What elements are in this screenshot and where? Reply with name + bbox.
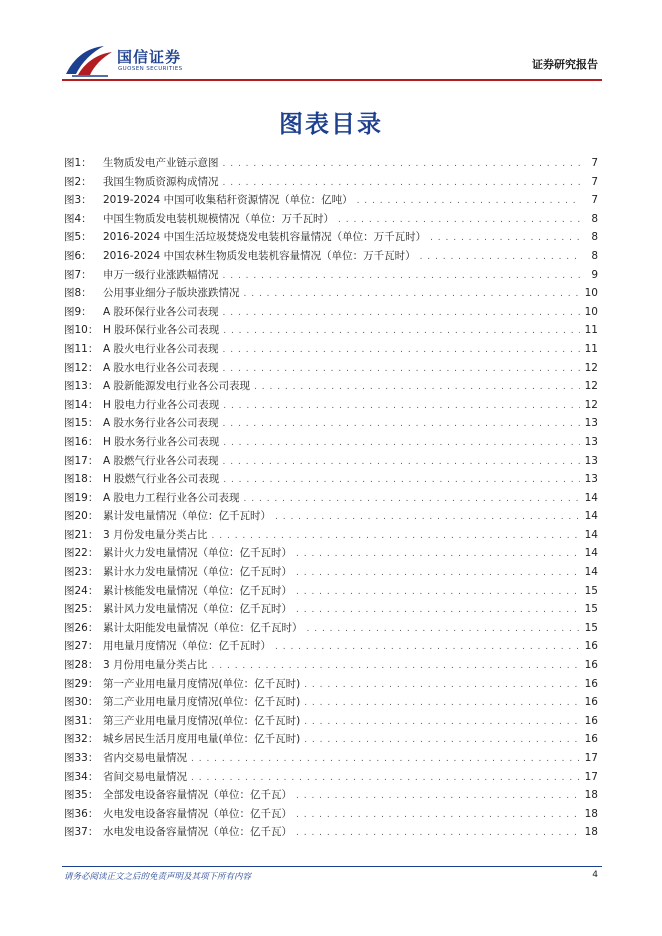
toc-leader-dots xyxy=(338,215,580,225)
header-divider xyxy=(62,79,602,81)
toc-entry[interactable] xyxy=(64,155,598,174)
toc-entry-page: 13 xyxy=(584,473,598,486)
toc-leader-dots xyxy=(244,494,580,504)
toc-entry-number: 图8： xyxy=(64,287,92,300)
toc-leader-dots xyxy=(223,364,580,374)
toc-entry-title: A 股电力工程行业各公司表现 xyxy=(103,491,240,504)
toc-entry-number: 图37： xyxy=(64,826,99,839)
toc-entry[interactable] xyxy=(64,471,598,490)
toc-entry-number: 图31： xyxy=(64,714,99,727)
toc-leader-dots xyxy=(244,289,581,299)
toc-leader-dots xyxy=(223,475,580,485)
toc-entry[interactable] xyxy=(64,583,598,602)
toc-entry-title: A 股新能源发电行业各公司表现 xyxy=(103,380,251,393)
toc-leader-dots xyxy=(420,252,580,262)
toc-entry-title: 累计火力发电量情况（单位：亿千瓦时） xyxy=(103,547,292,560)
toc-entry-page: 13 xyxy=(584,417,598,430)
toc-entry-number: 图19： xyxy=(64,491,99,504)
toc-entry[interactable] xyxy=(64,322,598,341)
toc-entry-page: 15 xyxy=(584,621,598,634)
toc-entry[interactable] xyxy=(64,676,598,695)
toc-leader-dots xyxy=(223,178,581,188)
toc-entry-number: 图33： xyxy=(64,752,99,764)
toc-leader-dots xyxy=(223,438,580,448)
toc-entry-number: 图20： xyxy=(64,510,99,523)
toc-entry-number: 图27： xyxy=(64,640,99,653)
toc-entry-title: 用电量月度情况（单位：亿千瓦时） xyxy=(103,640,271,653)
toc-leader-dots xyxy=(304,698,580,708)
toc-entry[interactable] xyxy=(64,490,598,509)
toc-entry-page: 15 xyxy=(584,603,598,616)
toc-entry-number: 图32： xyxy=(64,733,99,746)
toc-entry-page: 14 xyxy=(584,491,598,504)
toc-entry[interactable] xyxy=(64,508,598,527)
toc-entry[interactable] xyxy=(64,192,598,211)
toc-leader-dots xyxy=(191,773,580,783)
toc-entry[interactable] xyxy=(64,415,598,434)
toc-entry-title: 2016-2024 中国生活垃圾焚烧发电装机容量情况（单位：万千瓦时） xyxy=(103,231,427,244)
toc-leader-dots xyxy=(296,810,580,820)
guosen-logo xyxy=(64,44,184,78)
toc-leader-dots xyxy=(223,271,581,281)
toc-entry-page: 18 xyxy=(584,826,598,839)
toc-leader-dots xyxy=(275,512,580,522)
toc-entry-number: 图15： xyxy=(64,417,99,430)
toc-entry-number: 图21： xyxy=(64,528,99,541)
toc-entry[interactable] xyxy=(64,378,598,397)
toc-entry-number: 图3： xyxy=(64,194,92,207)
toc-entry-number: 图11： xyxy=(64,342,99,355)
toc-entry-title: 申万一级行业涨跌幅情况 xyxy=(103,268,219,281)
toc-entry-title: 2016-2024 中国农林生物质发电装机容量情况（单位：万千瓦时） xyxy=(103,249,416,262)
toc-entry-title: 累计核能发电量情况（单位：亿千瓦时） xyxy=(103,584,292,597)
toc-leader-dots xyxy=(212,661,580,671)
toc-entry-page: 17 xyxy=(584,770,598,783)
toc-entry-title: A 股水电行业各公司表现 xyxy=(103,361,219,374)
toc-entry-title: H 股电力行业各公司表现 xyxy=(103,398,220,411)
toc-leader-dots xyxy=(304,717,580,727)
toc-entry-title: 城乡居民生活月度用电量(单位：亿千瓦时) xyxy=(103,733,301,746)
toc-entry-page: 14 xyxy=(584,566,598,579)
toc-entry[interactable] xyxy=(64,620,598,639)
toc-entry-page: 18 xyxy=(584,789,598,802)
toc-entry-number: 图4： xyxy=(64,212,92,225)
toc-entry-title: 累计水力发电量情况（单位：亿千瓦时） xyxy=(103,566,292,579)
toc-entry-title: 累计太阳能发电量情况（单位：亿千瓦时） xyxy=(103,621,303,634)
toc-entry-number: 图13： xyxy=(64,380,99,393)
toc-entry[interactable] xyxy=(64,360,598,379)
toc-entry[interactable] xyxy=(64,434,598,453)
toc-entry-page: 14 xyxy=(584,528,598,541)
toc-entry-page: 16 xyxy=(584,696,598,709)
toc-leader-dots xyxy=(304,735,580,745)
toc-entry[interactable] xyxy=(64,267,598,286)
toc-entry-title: 累计发电量情况（单位：亿千瓦时） xyxy=(103,510,271,523)
toc-entry-number: 图26： xyxy=(64,621,99,634)
toc-entry-page: 10 xyxy=(584,305,598,318)
toc-entry-title: A 股环保行业各公司表现 xyxy=(103,305,219,318)
toc-entry[interactable] xyxy=(64,545,598,564)
toc-entry[interactable] xyxy=(64,731,598,750)
toc-leader-dots xyxy=(307,624,581,634)
toc-entry-page: 7 xyxy=(591,194,598,207)
toc-entry-number: 图12： xyxy=(64,361,99,374)
toc-entry-page: 7 xyxy=(591,175,598,188)
toc-entry-number: 图28： xyxy=(64,659,99,672)
toc-entry-page: 18 xyxy=(584,807,598,820)
toc-entry[interactable] xyxy=(64,211,598,230)
toc-entry-number: 图7： xyxy=(64,268,92,281)
toc-entry-number: 图16： xyxy=(64,435,99,448)
toc-leader-dots xyxy=(191,754,580,764)
toc-entry[interactable] xyxy=(64,787,598,806)
toc-leader-dots xyxy=(296,587,580,597)
toc-entry-title: 水电发电设备容量情况（单位：亿千瓦） xyxy=(103,826,292,839)
toc-entry-number: 图6： xyxy=(64,249,92,262)
toc-entry-number: 图10： xyxy=(64,324,99,337)
toc-entry-number: 图14： xyxy=(64,398,99,411)
toc-entry-page: 7 xyxy=(591,157,598,169)
toc-leader-dots xyxy=(212,531,580,541)
toc-entry-page: 8 xyxy=(591,249,598,262)
toc-entry-number: 图25： xyxy=(64,603,99,616)
toc-entry[interactable] xyxy=(64,453,598,472)
toc-entry-page: 10 xyxy=(584,287,598,300)
toc-entry-number: 图36： xyxy=(64,807,99,820)
guosen-logo-icon xyxy=(64,44,114,78)
toc-entry-title: H 股燃气行业各公司表现 xyxy=(103,473,220,486)
toc-entry-page: 15 xyxy=(584,584,598,597)
toc-entry-number: 图35： xyxy=(64,789,99,802)
toc-entry-number: 图34： xyxy=(64,770,99,783)
toc-entry-title: 2019-2024 中国可收集秸秆资源情况（单位：亿吨） xyxy=(103,194,353,207)
page-number: 4 xyxy=(592,870,598,880)
toc-entry-number: 图5： xyxy=(64,231,92,244)
toc-entry[interactable] xyxy=(64,694,598,713)
logo-text-cn: 国信证券 xyxy=(117,48,182,66)
toc-entry-title: 省间交易电量情况 xyxy=(103,770,187,783)
toc-entry-title: 全部发电设备容量情况（单位：亿千瓦） xyxy=(103,789,292,802)
toc-leader-dots xyxy=(296,791,580,801)
report-type-label: 证券研究报告 xyxy=(532,58,598,71)
toc-entry[interactable] xyxy=(64,824,598,843)
toc-entry[interactable] xyxy=(64,806,598,825)
toc-entry-page: 11 xyxy=(584,324,598,337)
toc-leader-dots xyxy=(223,401,580,411)
toc-entry-number: 图22： xyxy=(64,547,99,560)
toc-entry-title: 公用事业细分子版块涨跌情况 xyxy=(103,287,240,300)
toc-entry-title: 省内交易电量情况 xyxy=(103,752,187,764)
toc-entry[interactable] xyxy=(64,601,598,620)
toc-entry-title: 累计风力发电量情况（单位：亿千瓦时） xyxy=(103,603,292,616)
toc-entry-page: 16 xyxy=(584,733,598,746)
toc-entry-number: 图1： xyxy=(64,157,92,169)
toc-entry[interactable] xyxy=(64,713,598,732)
toc-entry-title: A 股火电行业各公司表现 xyxy=(103,342,219,355)
toc-entry-title: H 股环保行业各公司表现 xyxy=(103,324,220,337)
toc-entry-page: 14 xyxy=(584,510,598,523)
toc-entry-title: 火电发电设备容量情况（单位：亿千瓦） xyxy=(103,807,292,820)
toc-entry[interactable] xyxy=(64,304,598,323)
toc-leader-dots xyxy=(223,457,580,467)
toc-leader-dots xyxy=(223,345,580,355)
toc-leader-dots xyxy=(296,568,580,578)
toc-entry-title: A 股水务行业各公司表现 xyxy=(103,417,219,430)
toc-entry-title: 第三产业用电量月度情况(单位：亿千瓦时) xyxy=(103,714,301,727)
toc-leader-dots xyxy=(275,642,580,652)
toc-entry-number: 图18： xyxy=(64,473,99,486)
toc-entry[interactable] xyxy=(64,638,598,657)
toc-leader-dots xyxy=(357,196,580,206)
toc-entry[interactable] xyxy=(64,397,598,416)
toc-entry-title: 中国生物质发电装机规模情况（单位：万千瓦时） xyxy=(103,212,334,225)
toc-entry-page: 16 xyxy=(584,640,598,653)
toc-entry[interactable] xyxy=(64,750,598,769)
toc-entry-title: H 股水务行业各公司表现 xyxy=(103,435,220,448)
page-header xyxy=(0,0,662,84)
toc-entry[interactable] xyxy=(64,174,598,193)
toc-entry[interactable] xyxy=(64,285,598,304)
disclaimer-note: 请务必阅读正文之后的免责声明及其项下所有内容 xyxy=(64,872,252,882)
toc-entry[interactable] xyxy=(64,229,598,248)
toc-entry-title: 第一产业用电量月度情况(单位：亿千瓦时) xyxy=(103,677,301,690)
toc-entry-page: 13 xyxy=(584,454,598,467)
toc-entry-number: 图9： xyxy=(64,305,92,318)
toc-leader-dots xyxy=(223,419,580,429)
toc-entry[interactable] xyxy=(64,564,598,583)
toc-entry[interactable] xyxy=(64,527,598,546)
toc-entry-title: A 股燃气行业各公司表现 xyxy=(103,454,219,467)
toc-entry[interactable] xyxy=(64,657,598,676)
toc-entry-number: 图23： xyxy=(64,566,99,579)
table-of-figures xyxy=(64,155,598,843)
toc-entry-page: 14 xyxy=(584,547,598,560)
toc-leader-dots xyxy=(430,233,580,243)
toc-leader-dots xyxy=(304,680,580,690)
toc-leader-dots xyxy=(223,326,580,336)
toc-entry-page: 16 xyxy=(584,714,598,727)
toc-entry-number: 图2： xyxy=(64,175,92,188)
toc-entry-page: 11 xyxy=(584,342,598,355)
toc-entry-page: 9 xyxy=(591,268,598,281)
toc-leader-dots xyxy=(296,828,580,838)
toc-leader-dots xyxy=(296,605,580,615)
toc-entry-number: 图29： xyxy=(64,677,99,690)
toc-leader-dots xyxy=(254,382,580,392)
toc-entry-page: 13 xyxy=(584,435,598,448)
toc-entry-number: 图24： xyxy=(64,584,99,597)
logo-text-en: GUOSEN SECURITIES xyxy=(118,66,183,72)
toc-entry-title: 3 月份用电量分类占比 xyxy=(103,659,208,672)
toc-entry-page: 12 xyxy=(584,398,598,411)
toc-entry-page: 12 xyxy=(584,380,598,393)
toc-entry-page: 8 xyxy=(591,212,598,225)
footer-divider xyxy=(62,866,602,867)
toc-entry-title: 生物质发电产业链示意图 xyxy=(103,157,219,169)
toc-entry-title: 第二产业用电量月度情况(单位：亿千瓦时) xyxy=(103,696,301,709)
toc-entry[interactable] xyxy=(64,341,598,360)
toc-entry-title: 我国生物质资源构成情况 xyxy=(103,175,219,188)
toc-entry[interactable] xyxy=(64,769,598,788)
toc-entry-number: 图30： xyxy=(64,696,99,709)
toc-leader-dots xyxy=(296,549,580,559)
toc-leader-dots xyxy=(223,308,580,318)
toc-entry-page: 16 xyxy=(584,659,598,672)
page-title: 图表目录 xyxy=(279,110,383,138)
toc-entry-page: 8 xyxy=(591,231,598,244)
toc-entry-page: 17 xyxy=(584,752,598,764)
toc-entry-page: 16 xyxy=(584,677,598,690)
toc-entry-title: 3 月份发电量分类占比 xyxy=(103,528,208,541)
toc-leader-dots xyxy=(223,159,581,169)
toc-entry-page: 12 xyxy=(584,361,598,374)
toc-entry-number: 图17： xyxy=(64,454,99,467)
toc-entry[interactable] xyxy=(64,248,598,267)
